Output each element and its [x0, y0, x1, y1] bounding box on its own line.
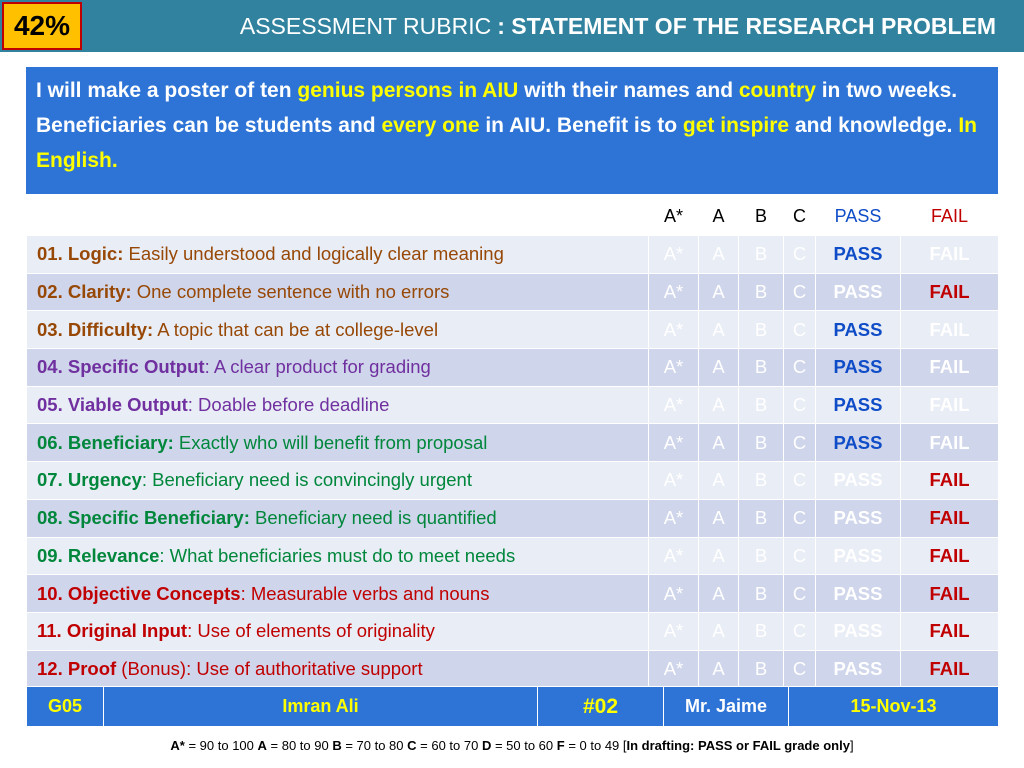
- criterion-name: 12.: [37, 657, 63, 679]
- criterion-name: 05.: [37, 394, 63, 416]
- scale-range: = 50 to 60: [491, 738, 557, 753]
- slide-title: [90, 0, 996, 52]
- criterion-name: Clarity:: [67, 281, 132, 303]
- scale-d: D: [481, 738, 492, 753]
- rubric-row: [27, 349, 999, 387]
- criterion-cell: [27, 650, 649, 688]
- grade-cell-c: C: [784, 612, 816, 650]
- grading-scale-note: [0, 738, 1024, 753]
- criterion-name: Logic:: [67, 243, 124, 265]
- fail-cell: FAIL: [901, 537, 999, 575]
- criterion-name: 08.: [37, 507, 63, 529]
- grade-cell-b: B: [739, 273, 784, 311]
- grade-cell-c: C: [784, 349, 816, 387]
- criterion-cell: [27, 462, 649, 500]
- fail-cell: FAIL: [901, 349, 999, 387]
- criterion-description: (Bonus): Use of authoritative support: [116, 657, 423, 679]
- criterion-name: 02.: [37, 281, 63, 303]
- criterion-name: Viable Output: [67, 394, 188, 416]
- grade-cell-a: A: [699, 236, 739, 274]
- criterion-name: 03.: [37, 318, 63, 340]
- pass-cell: PASS: [816, 311, 901, 349]
- grade-cell-c: C: [784, 311, 816, 349]
- pass-cell: PASS: [816, 424, 901, 462]
- pass-cell: PASS: [816, 650, 901, 688]
- scale-f: F: [556, 738, 565, 753]
- rubric-row: [27, 386, 999, 424]
- title-bold: : STATEMENT OF THE RESEARCH PROBLEM: [497, 12, 996, 39]
- grade-a-header: A: [699, 198, 739, 236]
- problem-text: with their names and: [518, 79, 739, 102]
- criterion-name: Beneficiary:: [67, 431, 174, 453]
- criterion-name: Urgency: [67, 469, 142, 491]
- fail-cell: FAIL: [901, 462, 999, 500]
- fail-cell: FAIL: [901, 273, 999, 311]
- grade-cell-c: C: [784, 499, 816, 537]
- grade-cell-a: A: [699, 612, 739, 650]
- criterion-name: Proof: [67, 657, 117, 679]
- grade-cell-b: B: [739, 462, 784, 500]
- criterion-name: Objective Concepts: [67, 582, 241, 604]
- grade-cell-a-star: A*: [649, 311, 699, 349]
- fail-cell: FAIL: [901, 612, 999, 650]
- grade-cell-b: B: [739, 424, 784, 462]
- problem-text: in AIU. Benefit is to: [479, 114, 683, 137]
- grade-cell-c: C: [784, 273, 816, 311]
- pass-cell: PASS: [816, 499, 901, 537]
- rubric-row: [27, 273, 999, 311]
- grade-cell-a-star: A*: [649, 537, 699, 575]
- rubric-row: [27, 499, 999, 537]
- fail-cell: FAIL: [901, 311, 999, 349]
- grade-cell-a-star: A*: [649, 386, 699, 424]
- grade-cell-a-star: A*: [649, 273, 699, 311]
- grade-cell-c: C: [784, 650, 816, 688]
- student-name: Imran Ali: [104, 687, 538, 727]
- criterion-description: : Use of elements of originality: [187, 620, 435, 642]
- criterion-description: : Beneficiary need is convincingly urgent: [141, 469, 472, 491]
- grade-pass-header: PASS: [816, 198, 901, 236]
- grade-cell-a-star: A*: [649, 424, 699, 462]
- grade-a-star-header: A*: [649, 198, 699, 236]
- grade-cell-a: A: [699, 537, 739, 575]
- criterion-cell: [27, 537, 649, 575]
- grade-cell-b: B: [739, 575, 784, 613]
- pass-cell: PASS: [816, 349, 901, 387]
- problem-text: I will make a poster of ten: [36, 79, 298, 102]
- criterion-description: : Measurable verbs and nouns: [240, 582, 490, 604]
- grade-cell-a: A: [699, 575, 739, 613]
- scale-a: A: [257, 738, 267, 753]
- score-percent-badge: 42%: [2, 2, 82, 50]
- criterion-description: One complete sentence with no errors: [131, 281, 450, 303]
- criterion-cell: [27, 612, 649, 650]
- criterion-description: : Doable before deadline: [187, 394, 390, 416]
- scale-close: ]: [849, 738, 854, 753]
- grade-cell-c: C: [784, 386, 816, 424]
- rubric-row: [27, 311, 999, 349]
- criterion-cell: [27, 349, 649, 387]
- criterion-name: Specific Output: [67, 356, 205, 378]
- title-prefix: ASSESSMENT RUBRIC: [239, 12, 492, 39]
- criterion-description: A topic that can be at college-level: [153, 318, 439, 340]
- criterion-cell: [27, 273, 649, 311]
- scale-b: B: [332, 738, 342, 753]
- rubric-row: [27, 236, 999, 274]
- grade-cell-a-star: A*: [649, 236, 699, 274]
- slide-header: [0, 0, 1024, 52]
- scale-c: C: [407, 738, 417, 753]
- group-code: G05: [27, 687, 104, 727]
- grade-cell-a-star: A*: [649, 650, 699, 688]
- criterion-description: : A clear product for grading: [204, 356, 431, 378]
- problem-statement: [26, 67, 998, 194]
- pass-cell: PASS: [816, 236, 901, 274]
- fail-cell: FAIL: [901, 650, 999, 688]
- pass-cell: PASS: [816, 462, 901, 500]
- problem-highlight: In English.: [36, 114, 977, 172]
- student-info-bar: [26, 686, 999, 727]
- grade-cell-a-star: A*: [649, 462, 699, 500]
- criterion-name: 10.: [37, 582, 63, 604]
- criterion-name: Original Input: [66, 620, 188, 642]
- drafting-note: In drafting: PASS or FAIL grade only: [626, 738, 850, 753]
- criterion-cell: [27, 311, 649, 349]
- fail-cell: FAIL: [901, 424, 999, 462]
- grade-cell-b: B: [739, 612, 784, 650]
- problem-text: in two weeks. Beneficiaries can be students and: [36, 79, 958, 137]
- student-number: #02: [538, 687, 664, 727]
- criterion-name: 07.: [37, 469, 63, 491]
- grade-cell-a: A: [699, 386, 739, 424]
- fail-cell: FAIL: [901, 236, 999, 274]
- criterion-description: Easily understood and logically clear meaning: [123, 243, 504, 265]
- problem-highlight: get inspire: [682, 114, 790, 137]
- grade-cell-a-star: A*: [649, 575, 699, 613]
- grade-cell-c: C: [784, 575, 816, 613]
- scale-range: = 60 to 70: [416, 738, 482, 753]
- pass-cell: PASS: [816, 386, 901, 424]
- grade-cell-a: A: [699, 349, 739, 387]
- grade-cell-b: B: [739, 386, 784, 424]
- criterion-name: 09.: [37, 544, 63, 566]
- rubric-row: [27, 575, 999, 613]
- grade-cell-a: A: [699, 499, 739, 537]
- assessment-date: 15-Nov-13: [789, 687, 999, 727]
- grade-cell-b: B: [739, 650, 784, 688]
- fail-cell: FAIL: [901, 386, 999, 424]
- criterion-description: Beneficiary need is quantified: [249, 507, 497, 529]
- grade-c-header: C: [784, 198, 816, 236]
- criterion-cell: [27, 386, 649, 424]
- criterion-name: Specific Beneficiary:: [67, 507, 250, 529]
- grade-cell-b: B: [739, 311, 784, 349]
- criterion-name: 11.: [37, 620, 62, 642]
- scale-range: = 0 to 49 [: [564, 738, 627, 753]
- scale-a-star: A*: [170, 738, 185, 753]
- grade-cell-b: B: [739, 537, 784, 575]
- pass-cell: PASS: [816, 537, 901, 575]
- criterion-description: : What beneficiaries must do to meet needs: [159, 544, 516, 566]
- criterion-name: Difficulty:: [67, 318, 154, 340]
- grade-cell-a: A: [699, 650, 739, 688]
- criterion-description: Exactly who will benefit from proposal: [173, 431, 488, 453]
- problem-highlight: country: [738, 79, 816, 102]
- grade-cell-a-star: A*: [649, 499, 699, 537]
- grade-cell-a: A: [699, 462, 739, 500]
- grade-b-header: B: [739, 198, 784, 236]
- grade-cell-c: C: [784, 462, 816, 500]
- criterion-cell: [27, 236, 649, 274]
- grade-cell-c: C: [784, 236, 816, 274]
- criterion-name: 04.: [37, 356, 63, 378]
- pass-cell: PASS: [816, 273, 901, 311]
- rubric-row: [27, 612, 999, 650]
- rubric-table: [26, 197, 999, 688]
- criterion-cell: [27, 499, 649, 537]
- grade-cell-c: C: [784, 537, 816, 575]
- grade-cell-a-star: A*: [649, 349, 699, 387]
- grade-cell-b: B: [739, 236, 784, 274]
- criterion-name: 01.: [37, 243, 63, 265]
- rubric-row: [27, 462, 999, 500]
- problem-highlight: genius persons in AIU: [297, 79, 519, 102]
- scale-range: = 90 to 100: [184, 738, 258, 753]
- problem-text: and knowledge.: [789, 114, 959, 137]
- grade-cell-b: B: [739, 499, 784, 537]
- rubric-row: [27, 537, 999, 575]
- criterion-name: 06.: [37, 431, 63, 453]
- header-spacer: [27, 198, 649, 236]
- pass-cell: PASS: [816, 612, 901, 650]
- criterion-cell: [27, 424, 649, 462]
- fail-cell: FAIL: [901, 499, 999, 537]
- grade-cell-c: C: [784, 424, 816, 462]
- pass-cell: PASS: [816, 575, 901, 613]
- rubric-row: [27, 424, 999, 462]
- grade-cell-a: A: [699, 273, 739, 311]
- scale-range: = 80 to 90: [266, 738, 333, 753]
- grade-cell-a: A: [699, 424, 739, 462]
- fail-cell: FAIL: [901, 575, 999, 613]
- rubric-row: [27, 650, 999, 688]
- teacher-name: Mr. Jaime: [664, 687, 789, 727]
- criterion-name: Relevance: [67, 544, 160, 566]
- grade-cell-a-star: A*: [649, 612, 699, 650]
- grade-header-row: [27, 198, 999, 236]
- scale-range: = 70 to 80: [341, 738, 408, 753]
- grade-cell-b: B: [739, 349, 784, 387]
- problem-highlight: every one: [381, 114, 480, 137]
- criterion-cell: [27, 575, 649, 613]
- grade-cell-a: A: [699, 311, 739, 349]
- grade-fail-header: FAIL: [901, 198, 999, 236]
